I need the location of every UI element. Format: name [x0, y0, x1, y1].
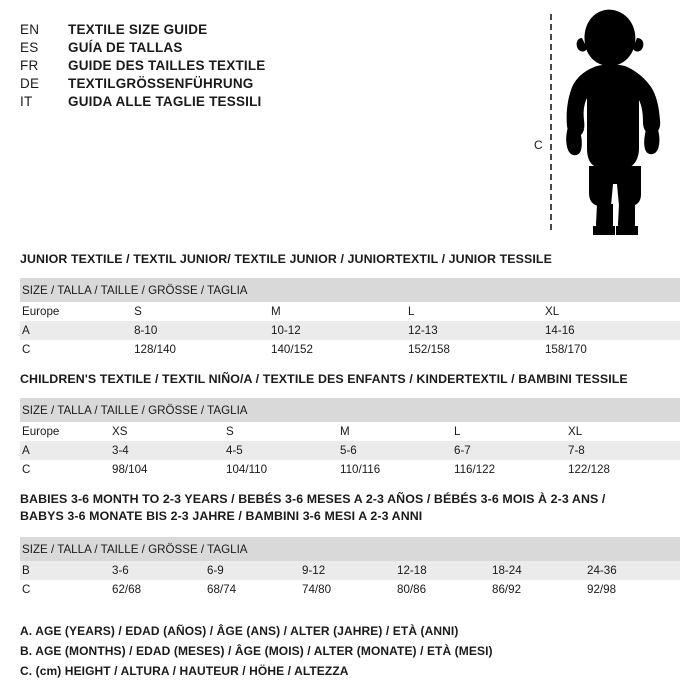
language-title-fr: GUIDE DES TAILLES TEXTILE [68, 58, 266, 73]
legend-line-a: A. AGE (YEARS) / EDAD (AÑOS) / ÂGE (ANS) / ALTER (JAHRE) / ETÀ (ANNI) [20, 624, 459, 638]
junior-a-l: 12-13 [408, 324, 438, 337]
language-code-es: ES [20, 40, 39, 55]
junior-c-m: 140/152 [271, 343, 313, 356]
junior-c-s: 128/140 [134, 343, 176, 356]
language-code-en: EN [20, 22, 40, 37]
table-header-row [20, 398, 680, 422]
junior-c-xl: 158/170 [544, 343, 587, 356]
children-size-table [20, 398, 680, 479]
junior-col-xl: XL [544, 305, 560, 318]
children-a-xs: 3-4 [112, 444, 129, 457]
row-label-c: C [22, 463, 31, 476]
babies-size-header-label: SIZE / TALLA / TAILLE / GRÖSSE / TAGLIA [22, 542, 248, 556]
babies-c-1: 62/68 [112, 583, 142, 596]
babies-c-6: 92/98 [587, 583, 617, 596]
height-measure-line-icon [550, 14, 552, 230]
children-a-s: 4-5 [226, 444, 243, 457]
language-title-de: TEXTILGRÖSSENFÜHRUNG [68, 76, 254, 91]
junior-a-m: 10-12 [271, 324, 301, 337]
table-row [20, 460, 680, 479]
table-row [20, 422, 680, 441]
children-size-header-label: SIZE / TALLA / TAILLE / GRÖSSE / TAGLIA [22, 403, 248, 417]
section-title-babies [20, 492, 605, 523]
language-title-en: TEXTILE SIZE GUIDE [68, 22, 208, 37]
children-a-l: 6-7 [454, 444, 471, 457]
language-code-de: DE [20, 76, 40, 91]
children-a-xl: 7-8 [568, 444, 585, 457]
children-col-xs: XS [112, 425, 128, 438]
row-label-a: A [22, 324, 30, 337]
table-row [20, 321, 680, 340]
table-header-row [20, 278, 680, 302]
children-col-m: M [340, 425, 350, 438]
height-measure-label: C [534, 138, 543, 152]
children-c-l: 116/122 [454, 463, 496, 476]
babies-b-4: 12-18 [397, 564, 427, 577]
child-silhouette-icon [555, 8, 675, 236]
row-label-europe: Europe [22, 305, 60, 318]
language-code-it: IT [20, 94, 33, 109]
junior-c-l: 152/158 [408, 343, 450, 356]
babies-b-1: 3-6 [112, 564, 129, 577]
table-header-row [20, 537, 680, 561]
language-title-block [20, 22, 490, 112]
language-row-en [20, 22, 490, 37]
babies-c-3: 74/80 [302, 583, 332, 596]
junior-size-table [20, 278, 680, 359]
babies-c-2: 68/74 [207, 583, 237, 596]
legend-line-c: C. (cm) HEIGHT / ALTURA / HAUTEUR / HÖHE / ALTEZZA [20, 664, 349, 678]
babies-b-6: 24-36 [587, 564, 617, 577]
section-title-children: CHILDREN'S TEXTILE / TEXTIL NIÑO/A / TEXTILE DES ENFANTS / KINDERTEXTIL / BAMBINI TESSILE [20, 372, 628, 386]
row-label-europe: Europe [22, 425, 60, 438]
language-title-it: GUIDA ALLE TAGLIE TESSILI [68, 94, 262, 109]
junior-a-s: 8-10 [134, 324, 158, 337]
babies-b-5: 18-24 [492, 564, 522, 577]
babies-size-table [20, 537, 680, 599]
junior-size-header-label: SIZE / TALLA / TAILLE / GRÖSSE / TAGLIA [22, 283, 248, 297]
table-row [20, 561, 680, 580]
language-row-de [20, 76, 490, 91]
children-a-m: 5-6 [340, 444, 357, 457]
babies-b-2: 6-9 [207, 564, 224, 577]
section-title-junior: JUNIOR TEXTILE / TEXTIL JUNIOR/ TEXTILE JUNIOR / JUNIORTEXTIL / JUNIOR TESSILE [20, 252, 552, 266]
language-row-it [20, 94, 490, 109]
children-c-m: 110/116 [340, 463, 381, 476]
language-title-es: GUÍA DE TALLAS [68, 40, 183, 55]
table-row [20, 441, 680, 460]
children-c-s: 104/110 [226, 463, 268, 476]
row-label-b: B [22, 564, 30, 577]
children-col-s: S [226, 425, 234, 438]
children-col-l: L [454, 425, 461, 438]
table-row [20, 580, 680, 599]
junior-col-l: L [408, 305, 415, 318]
language-row-es [20, 40, 490, 55]
babies-c-4: 80/86 [397, 583, 427, 596]
junior-col-s: S [134, 305, 142, 318]
legend-line-b: B. AGE (MONTHS) / EDAD (MESES) / ÂGE (MOIS) / ALTER (MONATE) / ETÀ (MESI) [20, 644, 493, 658]
figure-area [500, 8, 690, 236]
legend-block [20, 624, 660, 678]
row-label-c: C [22, 583, 31, 596]
section-title-babies-line2: BABYS 3-6 MONATE BIS 2-3 JAHRE / BAMBINI 3-6 MESI A 2-3 ANNI [20, 509, 423, 523]
row-label-c: C [22, 343, 31, 356]
junior-a-xl: 14-16 [544, 324, 575, 337]
junior-col-m: M [271, 305, 281, 318]
language-code-fr: FR [20, 58, 39, 73]
language-row-fr [20, 58, 490, 73]
babies-b-3: 9-12 [302, 564, 326, 577]
section-title-babies-line1: BABIES 3-6 MONTH TO 2-3 YEARS / BEBÉS 3-6 MESES A 2-3 AÑOS / BÉBÉS 3-6 MOIS À 2-3 ANS / [20, 492, 606, 506]
children-c-xs: 98/104 [112, 463, 148, 476]
table-row [20, 302, 680, 321]
children-c-xl: 122/128 [568, 463, 610, 476]
row-label-a: A [22, 444, 30, 457]
babies-c-5: 86/92 [492, 583, 522, 596]
children-col-xl: XL [568, 425, 583, 438]
table-row [20, 340, 680, 359]
